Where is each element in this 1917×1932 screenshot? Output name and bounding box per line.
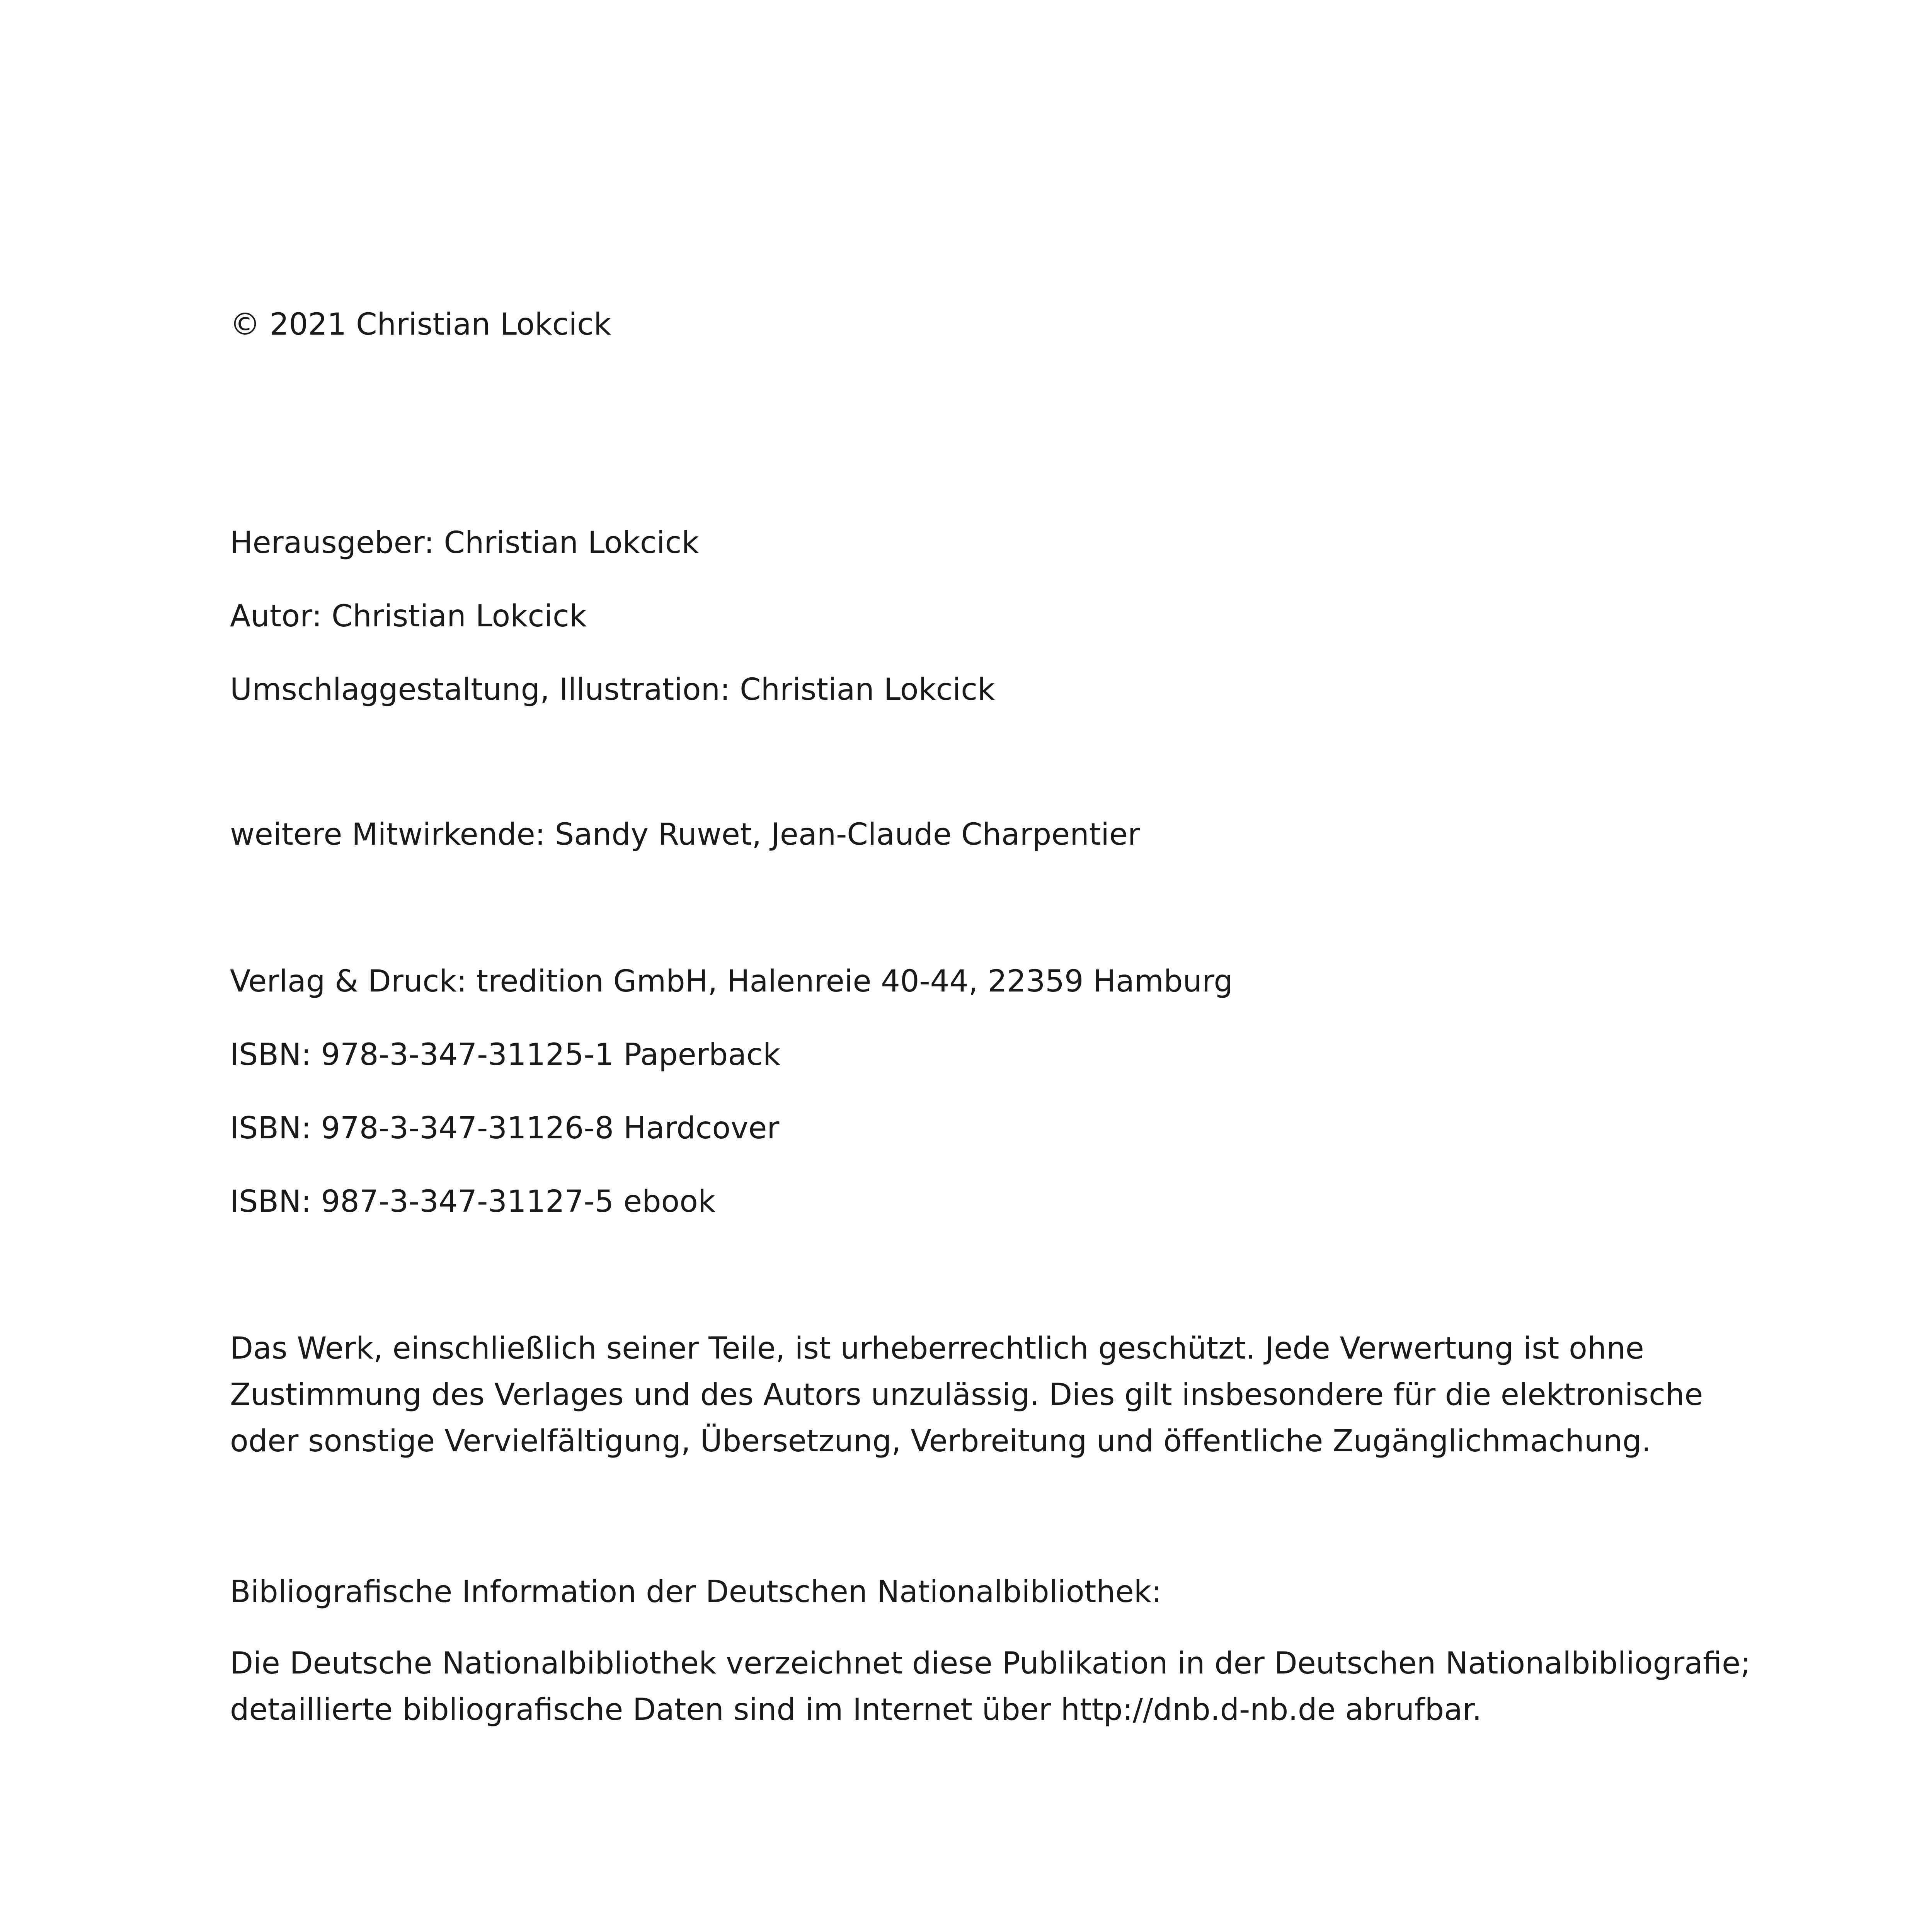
bibliographic-notice <box>230 1640 1751 1733</box>
contributors-line: weitere Mitwirkende: Sandy Ruwet, Jean-Claude Charpentier <box>230 817 1140 852</box>
author-line: Autor: Christian Lokcick <box>230 599 587 634</box>
rights-notice-line: Das Werk, einschließlich seiner Teile, ist urheberrechtlich geschützt. Jede Verwertung ist ohne <box>230 1331 1644 1366</box>
cover-design-line: Umschlaggestaltung, Illustration: Christian Lokcick <box>230 672 995 707</box>
bibliographic-notice-line: Die Deutsche Nationalbibliothek verzeichnet diese Publikation in der Deutschen Nationalbibliografie; <box>230 1646 1751 1681</box>
isbn-ebook-line: ISBN: 987-3-347-31127-5 ebook <box>230 1184 716 1219</box>
rights-notice-line: Zustimmung des Verlages und des Autors unzulässig. Dies gilt insbesondere für die elektronische <box>230 1378 1703 1412</box>
copyright-line: © 2021 Christian Lokcick <box>230 307 611 342</box>
rights-notice <box>230 1325 1737 1464</box>
publisher-address-line: Verlag & Druck: tredition GmbH, Halenreie 40-44, 22359 Hamburg <box>230 964 1233 999</box>
isbn-paperback-line: ISBN: 978-3-347-31125-1 Paperback <box>230 1037 781 1072</box>
rights-notice-line: oder sonstige Vervielfältigung, Übersetzung, Verbreitung und öffentliche Zugänglichmachung. <box>230 1424 1651 1459</box>
publisher-line: Herausgeber: Christian Lokcick <box>230 526 699 560</box>
bibliographic-heading: Bibliografische Information der Deutschen Nationalbibliothek: <box>230 1575 1162 1609</box>
isbn-hardcover-line: ISBN: 978-3-347-31126-8 Hardcover <box>230 1111 780 1146</box>
bibliographic-notice-line: detaillierte bibliografische Daten sind im Internet über http://dnb.d-nb.de abrufbar. <box>230 1692 1482 1727</box>
